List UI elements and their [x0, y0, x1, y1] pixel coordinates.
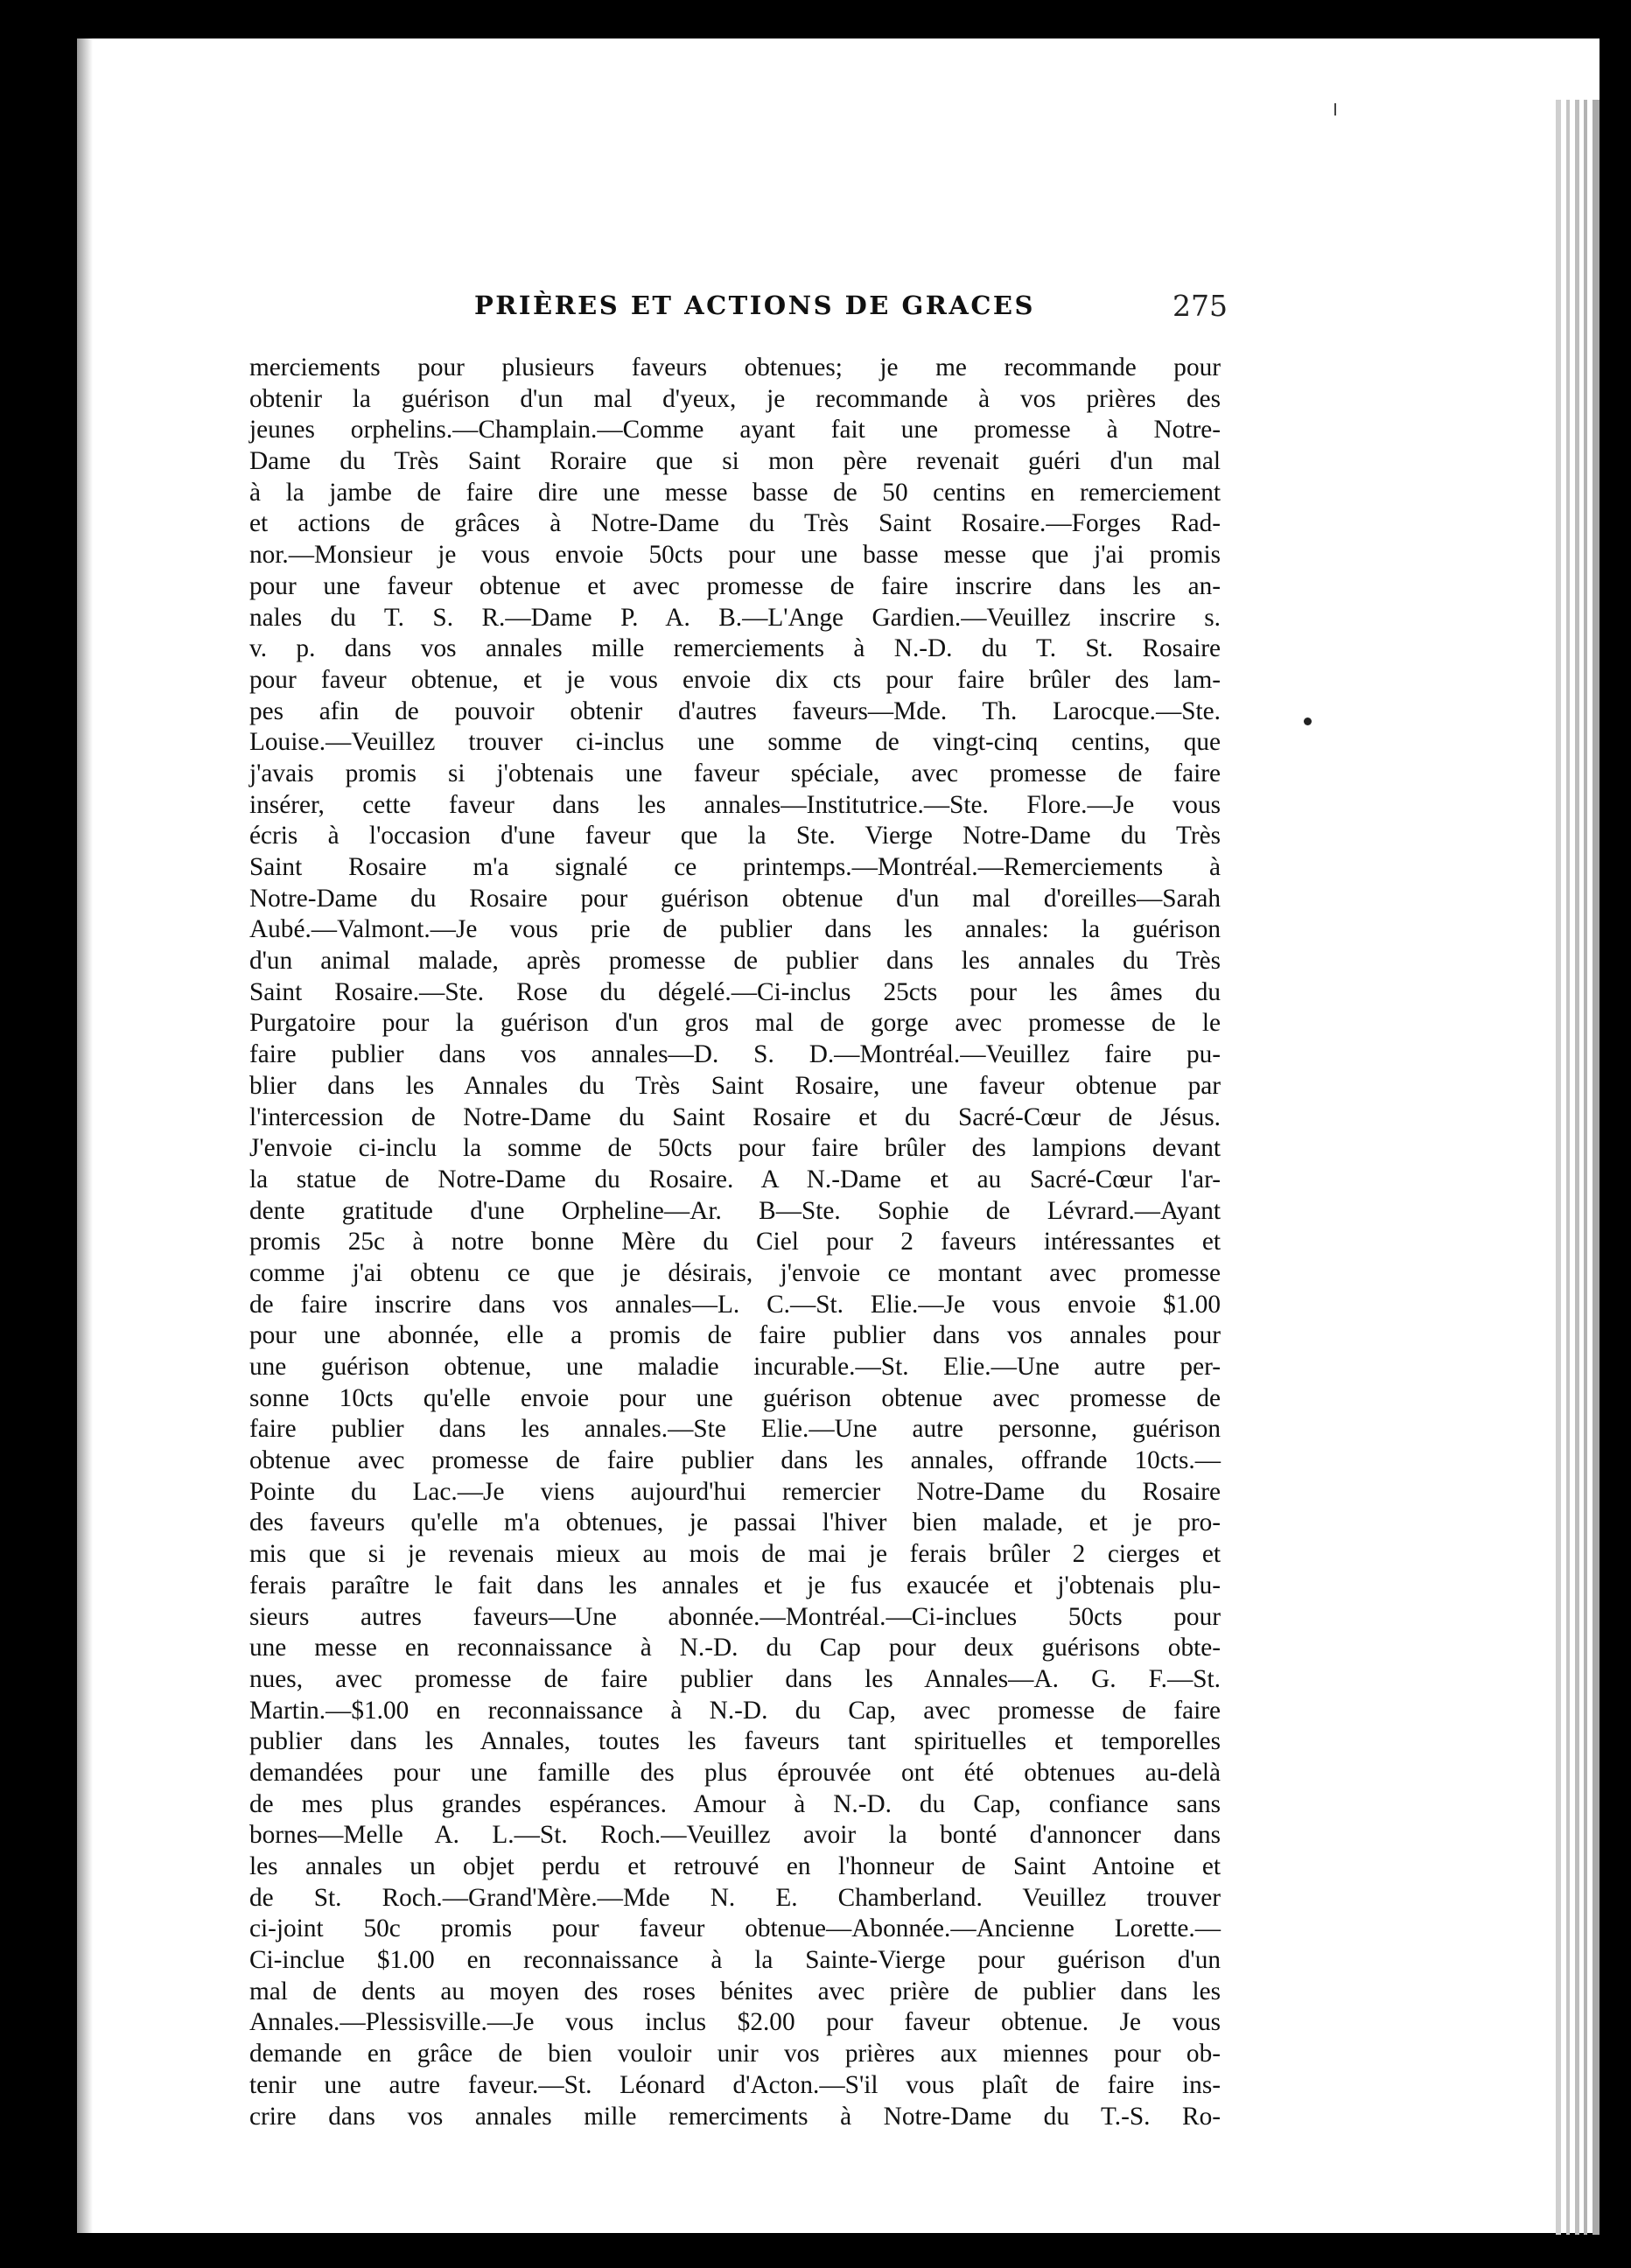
- text-line: publier dans les Annales, toutes les faveurs tant spirituelles et temporelles: [249, 1727, 1221, 1756]
- text-line: Purgatoire pour la guérison d'un gros mal de gorge avec promesse de le: [249, 1009, 1221, 1038]
- text-line: Ci-inclue $1.00 en reconnaissance à la Sainte-Vierge pour guérison d'un: [249, 1946, 1221, 1975]
- text-line: et actions de grâces à Notre-Dame du Très Saint Rosaire.—Forges Rad-: [249, 509, 1221, 538]
- text-line: blier dans les Annales du Très Saint Rosaire, une faveur obtenue par: [249, 1071, 1221, 1100]
- text-line: pour faveur obtenue, et je vous envoie dix cts pour faire brûler des lam-: [249, 665, 1221, 694]
- text-line: comme j'ai obtenu ce que je désirais, j'envoie ce montant avec promesse: [249, 1258, 1221, 1287]
- page-stack-edge: [1566, 100, 1570, 2235]
- text-line: sonne 10cts qu'elle envoie pour une guérison obtenue avec promesse de: [249, 1383, 1221, 1412]
- page-stack-edge: [1584, 100, 1587, 2235]
- text-line: sieurs autres faveurs—Une abonnée.—Montréal.—Ci-inclues 50cts pour: [249, 1602, 1221, 1631]
- ink-speck: [1304, 718, 1312, 725]
- text-line: Saint Rosaire.—Ste. Rose du dégelé.—Ci-inclus 25cts pour les âmes du: [249, 977, 1221, 1006]
- page-number: 275: [1172, 289, 1228, 323]
- text-line: une guérison obtenue, une maladie incurable.—St. Elie.—Une autre per-: [249, 1353, 1221, 1381]
- text-line: mis que si je revenais mieux au mois de mai je ferais brûler 2 cierges et: [249, 1540, 1221, 1569]
- text-line: Saint Rosaire m'a signalé ce printemps.—Montréal.—Remerciements à: [249, 853, 1221, 881]
- text-line: pes afin de pouvoir obtenir d'autres faveurs—Mde. Th. Larocque.—Ste.: [249, 696, 1221, 725]
- text-line: nues, avec promesse de faire publier dans les Annales—A. G. F.—St.: [249, 1664, 1221, 1693]
- text-line: à la jambe de faire dire une messe basse de 50 centins en remerciement: [249, 478, 1221, 507]
- text-line: Louise.—Veuillez trouver ci-inclus une somme de vingt-cinq centins, que: [249, 728, 1221, 757]
- text-line: Annales.—Plessisville.—Je vous inclus $2.00 pour faveur obtenue. Je vous: [249, 2008, 1221, 2037]
- text-line: Pointe du Lac.—Je viens aujourd'hui remercier Notre-Dame du Rosaire: [249, 1477, 1221, 1506]
- text-line: l'intercession de Notre-Dame du Saint Rosaire et du Sacré-Cœur de Jésus.: [249, 1102, 1221, 1131]
- text-line: mal de dents au moyen des roses bénites avec prière de publier dans les: [249, 1977, 1221, 2006]
- text-line: j'avais promis si j'obtenais une faveur spéciale, avec promesse de faire: [249, 759, 1221, 788]
- text-line: insérer, cette faveur dans les annales—Institutrice.—Ste. Flore.—Je vous: [249, 790, 1221, 819]
- text-line: d'un animal malade, après promesse de publier dans les annales du Très: [249, 947, 1221, 976]
- text-line: dente gratitude d'une Orpheline—Ar. B—Ste. Sophie de Lévrard.—Ayant: [249, 1196, 1221, 1225]
- text-line: promis 25c à notre bonne Mère du Ciel pour 2 faveurs intéressantes et: [249, 1228, 1221, 1256]
- text-line: une messe en reconnaissance à N.-D. du Cap pour deux guérisons obte-: [249, 1634, 1221, 1662]
- binding-shadow: [77, 38, 93, 2233]
- text-line: faire publier dans vos annales—D. S. D.—Montréal.—Veuillez faire pu-: [249, 1040, 1221, 1069]
- text-line: obtenue avec promesse de faire publier dans les annales, offrande 10cts.—: [249, 1446, 1221, 1475]
- text-line: ci-joint 50c promis pour faveur obtenue—Abonnée.—Ancienne Lorette.—: [249, 1914, 1221, 1943]
- body-text: [249, 353, 1221, 2132]
- text-line: ferais paraître le fait dans les annales et je fus exaucée et j'obtenais plu-: [249, 1571, 1221, 1600]
- text-line: jeunes orphelins.—Champlain.—Comme ayant fait une promesse à Notre-: [249, 416, 1221, 444]
- text-line: merciements pour plusieurs faveurs obtenues; je me recommande pour: [249, 354, 1221, 382]
- text-line: la statue de Notre-Dame du Rosaire. A N.-Dame et au Sacré-Cœur l'ar-: [249, 1165, 1221, 1194]
- text-line: de St. Roch.—Grand'Mère.—Mde N. E. Chamberland. Veuillez trouver: [249, 1883, 1221, 1912]
- page-header: [396, 289, 1270, 332]
- page-stack-edge: [1592, 100, 1600, 2235]
- text-line: nales du T. S. R.—Dame P. A. B.—L'Ange Gardien.—Veuillez inscrire s.: [249, 603, 1221, 632]
- text-line: écris à l'occasion d'une faveur que la Ste. Vierge Notre-Dame du Très: [249, 822, 1221, 850]
- text-line: Notre-Dame du Rosaire pour guérison obtenue d'un mal d'oreilles—Sarah: [249, 884, 1221, 913]
- running-title: PRIÈRES ET ACTIONS DE GRACES: [474, 290, 1035, 320]
- text-line: J'envoie ci-inclu la somme de 50cts pour faire brûler des lampions devant: [249, 1134, 1221, 1163]
- page-stack-edge: [1556, 100, 1561, 2235]
- text-line: demande en grâce de bien vouloir unir vos prières aux miennes pour ob-: [249, 2040, 1221, 2068]
- text-line: tenir une autre faveur.—St. Léonard d'Acton.—S'il vous plaît de faire ins-: [249, 2070, 1221, 2099]
- text-line: demandées pour une famille des plus éprouvée ont été obtenues au-delà: [249, 1758, 1221, 1787]
- text-line: bornes—Melle A. L.—St. Roch.—Veuillez avoir la bonté d'annoncer dans: [249, 1821, 1221, 1850]
- text-line: nor.—Monsieur je vous envoie 50cts pour une basse messe que j'ai promis: [249, 541, 1221, 570]
- text-line: v. p. dans vos annales mille remerciements à N.-D. du T. St. Rosaire: [249, 634, 1221, 663]
- page-stack-edge: [1575, 100, 1579, 2235]
- text-line: pour une abonnée, elle a promis de faire publier dans vos annales pour: [249, 1321, 1221, 1350]
- text-line: faire publier dans les annales.—Ste Elie.—Une autre personne, guérison: [249, 1415, 1221, 1444]
- text-line: les annales un objet perdu et retrouvé en l'honneur de Saint Antoine et: [249, 1852, 1221, 1880]
- text-line: de faire inscrire dans vos annales—L. C.—St. Elie.—Je vous envoie $1.00: [249, 1290, 1221, 1319]
- text-line: Aubé.—Valmont.—Je vous prie de publier dans les annales: la guérison: [249, 915, 1221, 944]
- text-line: obtenir la guérison d'un mal d'yeux, je recommande à vos prières des: [249, 384, 1221, 413]
- text-line: Dame du Très Saint Roraire que si mon père revenait guéri d'un mal: [249, 447, 1221, 476]
- text-line: pour une faveur obtenue et avec promesse de faire inscrire dans les an-: [249, 571, 1221, 600]
- text-line: Martin.—$1.00 en reconnaissance à N.-D. du Cap, avec promesse de faire: [249, 1696, 1221, 1725]
- text-line: de mes plus grandes espérances. Amour à N.-D. du Cap, confiance sans: [249, 1789, 1221, 1818]
- text-line: crire dans vos annales mille remerciments à Notre-Dame du T.-S. Ro-: [249, 2102, 1221, 2131]
- print-mark: [1334, 103, 1336, 116]
- text-line: des faveurs qu'elle m'a obtenues, je passai l'hiver bien malade, et je pro-: [249, 1508, 1221, 1537]
